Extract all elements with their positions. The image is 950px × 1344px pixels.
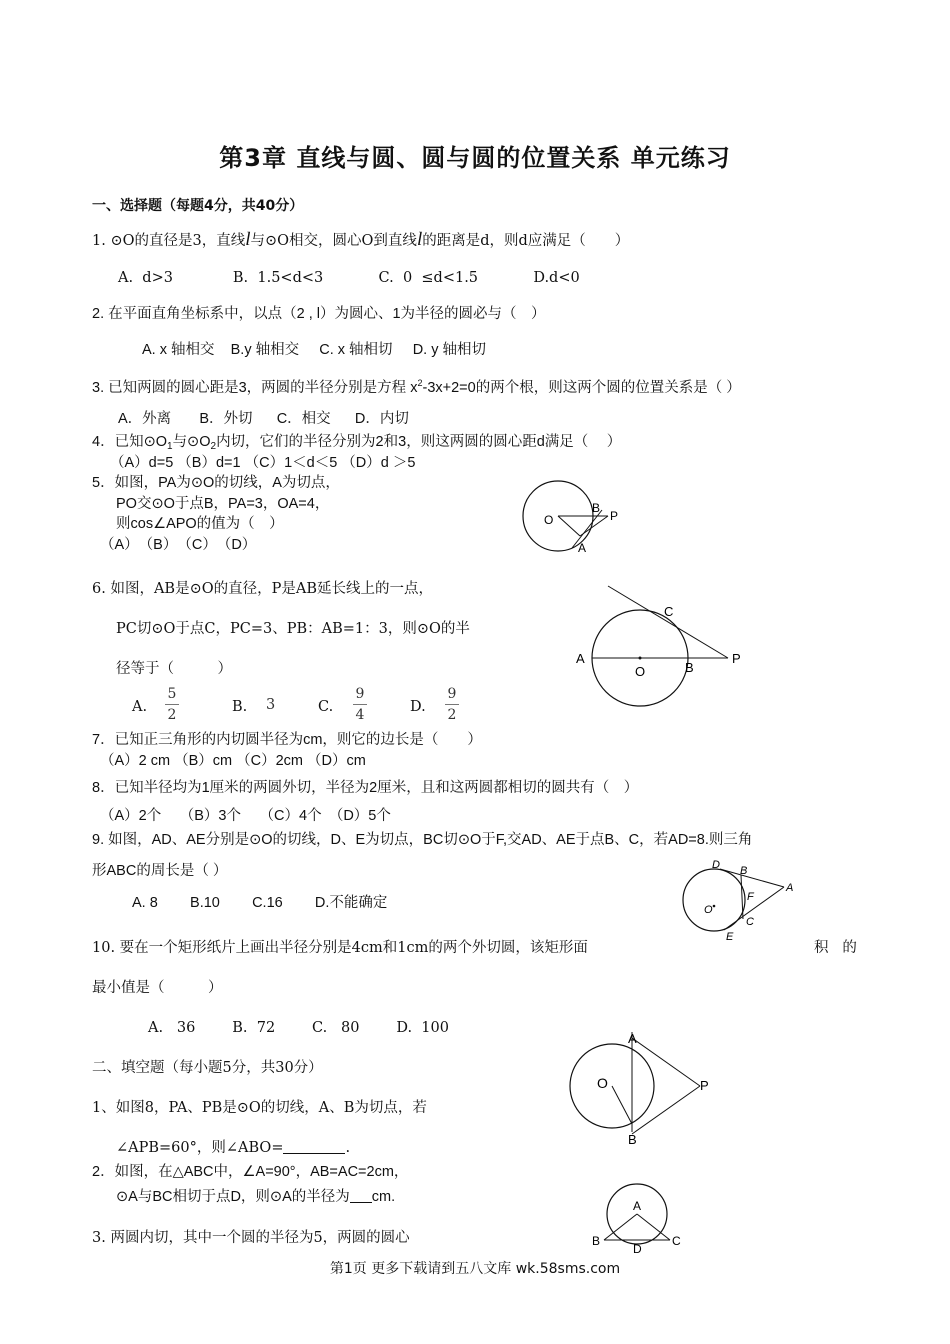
page-title: 第3章 直线与圆、圆与圆的位置关系 单元练习 <box>219 144 731 172</box>
q4-sub-1: 1 <box>167 441 173 452</box>
question-7: 7．已知正三角形的内切圆半径为cm，则它的边长是（ ） <box>92 732 482 748</box>
fig5-label-a: A <box>578 541 587 555</box>
fig6-label-p: P <box>732 651 741 666</box>
section-fill-heading: 二、填空题（每小题5分，共30分） <box>92 1060 323 1076</box>
q3-options: A．外离 B．外切 C．相交 D．内切 <box>118 411 409 427</box>
q6-option-a: A. <box>132 699 148 715</box>
q6-frac-c-den: 4 <box>355 707 365 723</box>
fig9-label-d: D <box>712 859 720 871</box>
q6-option-d: D. <box>410 699 426 715</box>
fig6-label-o: O <box>635 664 646 679</box>
figf2-label-b: B <box>592 1234 601 1248</box>
fill-2-part-a: ⊙A与BC相切于点D，则⊙A的半径为 <box>116 1189 350 1205</box>
page-footer: 第1页 更多下载请到五八文库 wk.58sms.com <box>329 1261 621 1277</box>
fig9-label-a: A <box>786 882 794 894</box>
fill-1-part-a: ∠APB=60°，则∠ABO= <box>116 1140 284 1156</box>
fig5-label-p: P <box>610 509 619 523</box>
question-9-line-2: 形ABC的周长是（ ） <box>92 863 228 879</box>
fill-1-part-b: . <box>345 1140 351 1156</box>
question-8: 8．已知半径均为1厘米的两圆外切，半径为2厘米，且和这两圆都相切的圆共有（ ） <box>92 780 639 796</box>
q1-line-l: l <box>245 229 251 250</box>
fig9-label-f: F <box>747 891 754 903</box>
q4-part-b: 与⊙O <box>172 434 211 450</box>
q3-part-a: 3. 已知两圆的圆心距是3，两圆的半径分别是方程 x <box>92 380 418 396</box>
fig9-label-b: B <box>740 865 748 877</box>
q2-options: A. x 轴相交 B.y 轴相交 C. x 轴相切 D. y 轴相切 <box>142 342 486 358</box>
q3-part-b: -3x+2=0的两个根，则这两个圆的位置关系是（ ） <box>422 380 741 396</box>
question-10-line-2: 最小值是（ ） <box>92 980 223 996</box>
q6-frac-d-num: 9 <box>447 686 457 702</box>
q4-sub-2: 2 <box>210 441 217 452</box>
q4-part-a: 4．已知⊙O <box>92 434 167 450</box>
fig9-label-o: O <box>704 904 713 916</box>
question-6-line-3: 径等于（ ） <box>116 661 232 677</box>
fig9-center-dot <box>713 905 716 908</box>
q6-fraction-d <box>445 686 459 723</box>
question-1 <box>92 230 629 251</box>
q7-options: （A）2 cm （B）cm （C）2cm （D）cm <box>100 753 366 769</box>
q6-value-b: 3 <box>266 697 276 713</box>
fill-1-line-2 <box>116 1138 350 1158</box>
fill-2-line-1: 2．如图，在△ABC中，∠A=90°，AB=AC=2cm， <box>92 1164 409 1180</box>
question-5-line-2: PO交⊙O于点B，PA=3，OA=4， <box>116 496 330 512</box>
fill-2-answer-blank[interactable] <box>350 1188 372 1203</box>
q1-options: A. d>3 B. 1.5<d<3 C. 0 ≤d<1.5 D.d<0 <box>118 270 580 286</box>
q4-part-c: 内切，它们的半径分别为2和3，则这两圆的圆心距d满足（ ） <box>216 434 622 450</box>
fig8-label-p: P <box>700 1078 709 1093</box>
figf2-side-ab <box>604 1214 637 1240</box>
fig9-label-c: C <box>746 916 754 928</box>
fig8-radius-ob <box>612 1086 632 1124</box>
q1-part-b: 与⊙O相交，圆心O到直线 <box>250 233 417 249</box>
fig9-tangent-ae <box>724 887 784 930</box>
figf2-side-ac <box>637 1214 670 1240</box>
q6-frac-a-den: 2 <box>167 707 177 723</box>
figf2-label-a: A <box>633 1199 642 1213</box>
q6-option-c: C. <box>318 699 334 715</box>
fig6-tangent-line <box>608 586 728 658</box>
fig8-label-b: B <box>628 1132 637 1147</box>
q6-fraction-c <box>353 686 367 723</box>
question-2: 2. 在平面直角坐标系中，以点（2 , l）为圆心、1为半径的圆必与（ ） <box>92 306 546 322</box>
fig6-label-a: A <box>576 651 585 666</box>
fill-2-part-b: cm. <box>371 1189 396 1205</box>
q1-part-c: 的距离是d，则d应满足（ ） <box>422 233 630 249</box>
figure-q9 <box>680 856 800 942</box>
section-choice-heading: 一、选择题（每题4分，共40分） <box>92 198 304 214</box>
question-3 <box>92 373 741 398</box>
fig8-label-a: A <box>628 1031 637 1046</box>
question-5-line-3: 则cos∠APO的值为（ ） <box>116 516 284 532</box>
q9-options: A. 8 B.10 C.16 D.不能确定 <box>132 895 388 911</box>
q6-frac-d-den: 2 <box>447 707 457 723</box>
fill-2-line-2 <box>116 1187 395 1207</box>
fill-1-answer-blank[interactable] <box>283 1139 345 1154</box>
q5-options: （A） （B） （C） （D） <box>100 537 257 553</box>
figf2-label-c: C <box>672 1234 681 1248</box>
q6-frac-a-num: 5 <box>167 686 177 702</box>
q10-options: A. 36 B. 72 C. 80 D. 100 <box>148 1020 449 1036</box>
question-10-line-1: 10. 要在一个矩形纸片上画出半径分别是4cm和1cm的两个外切圆，该矩形面 <box>92 940 588 956</box>
fig6-label-c: C <box>664 604 674 619</box>
figure-f1 <box>566 1028 726 1147</box>
fig8-tangent-pa <box>632 1038 700 1086</box>
question-10-line-1-tail: 积 的 <box>814 940 857 956</box>
fill-1-line-1: 1、如图8，PA、PB是⊙O的切线，A、B为切点，若 <box>92 1100 427 1116</box>
fig5-segment-ap <box>580 516 608 536</box>
q8-options: （A）2个 （B）3个 （C）4个 （D）5个 <box>100 808 391 824</box>
figure-f2 <box>590 1180 690 1256</box>
q6-frac-c-num: 9 <box>355 686 365 702</box>
fig6-label-b: B <box>685 660 694 675</box>
fig9-tangent-ad <box>720 869 784 887</box>
fig8-tangent-pb <box>632 1086 700 1134</box>
fill-3-line-1: 3. 两圆内切，其中一个圆的半径为5，两圆的圆心 <box>92 1230 410 1246</box>
q6-option-b: B. <box>232 699 248 715</box>
question-9-line-1: 9. 如图，AD、AE分别是⊙O的切线，D、E为切点，BC切⊙O于F,交AD、AE于点B、C，若AD=8.则三角 <box>92 832 753 848</box>
figure-q6 <box>572 584 752 704</box>
fig8-label-o: O <box>597 1075 608 1091</box>
q4-options: （A）d=5 （B）d=1 （C）1＜d＜5 （D）d ＞5 <box>110 455 416 471</box>
fig5-label-o: O <box>544 513 554 527</box>
question-6-line-1: 6. 如图，AB是⊙O的直径，P是AB延长线上的一点， <box>92 581 433 597</box>
fig5-label-b: B <box>592 501 601 515</box>
q6-fraction-a <box>165 686 179 723</box>
fig6-center-dot <box>639 657 642 660</box>
q3-superscript: 2 <box>417 378 423 388</box>
figf2-label-d: D <box>633 1242 642 1256</box>
q1-part-a: 1. ⊙O的直径是3，直线 <box>92 233 246 249</box>
fig9-label-e: E <box>726 931 734 943</box>
question-5-line-1: 5．如图，PA为⊙O的切线，A为切点， <box>92 475 340 491</box>
question-6-line-2: PC切⊙O于点C，PC=3、PB：AB=1：3，则⊙O的半 <box>116 621 470 637</box>
fig5-segment-oa <box>558 516 580 536</box>
figure-q5 <box>520 478 630 558</box>
q1-line-l-2: l <box>416 229 423 250</box>
